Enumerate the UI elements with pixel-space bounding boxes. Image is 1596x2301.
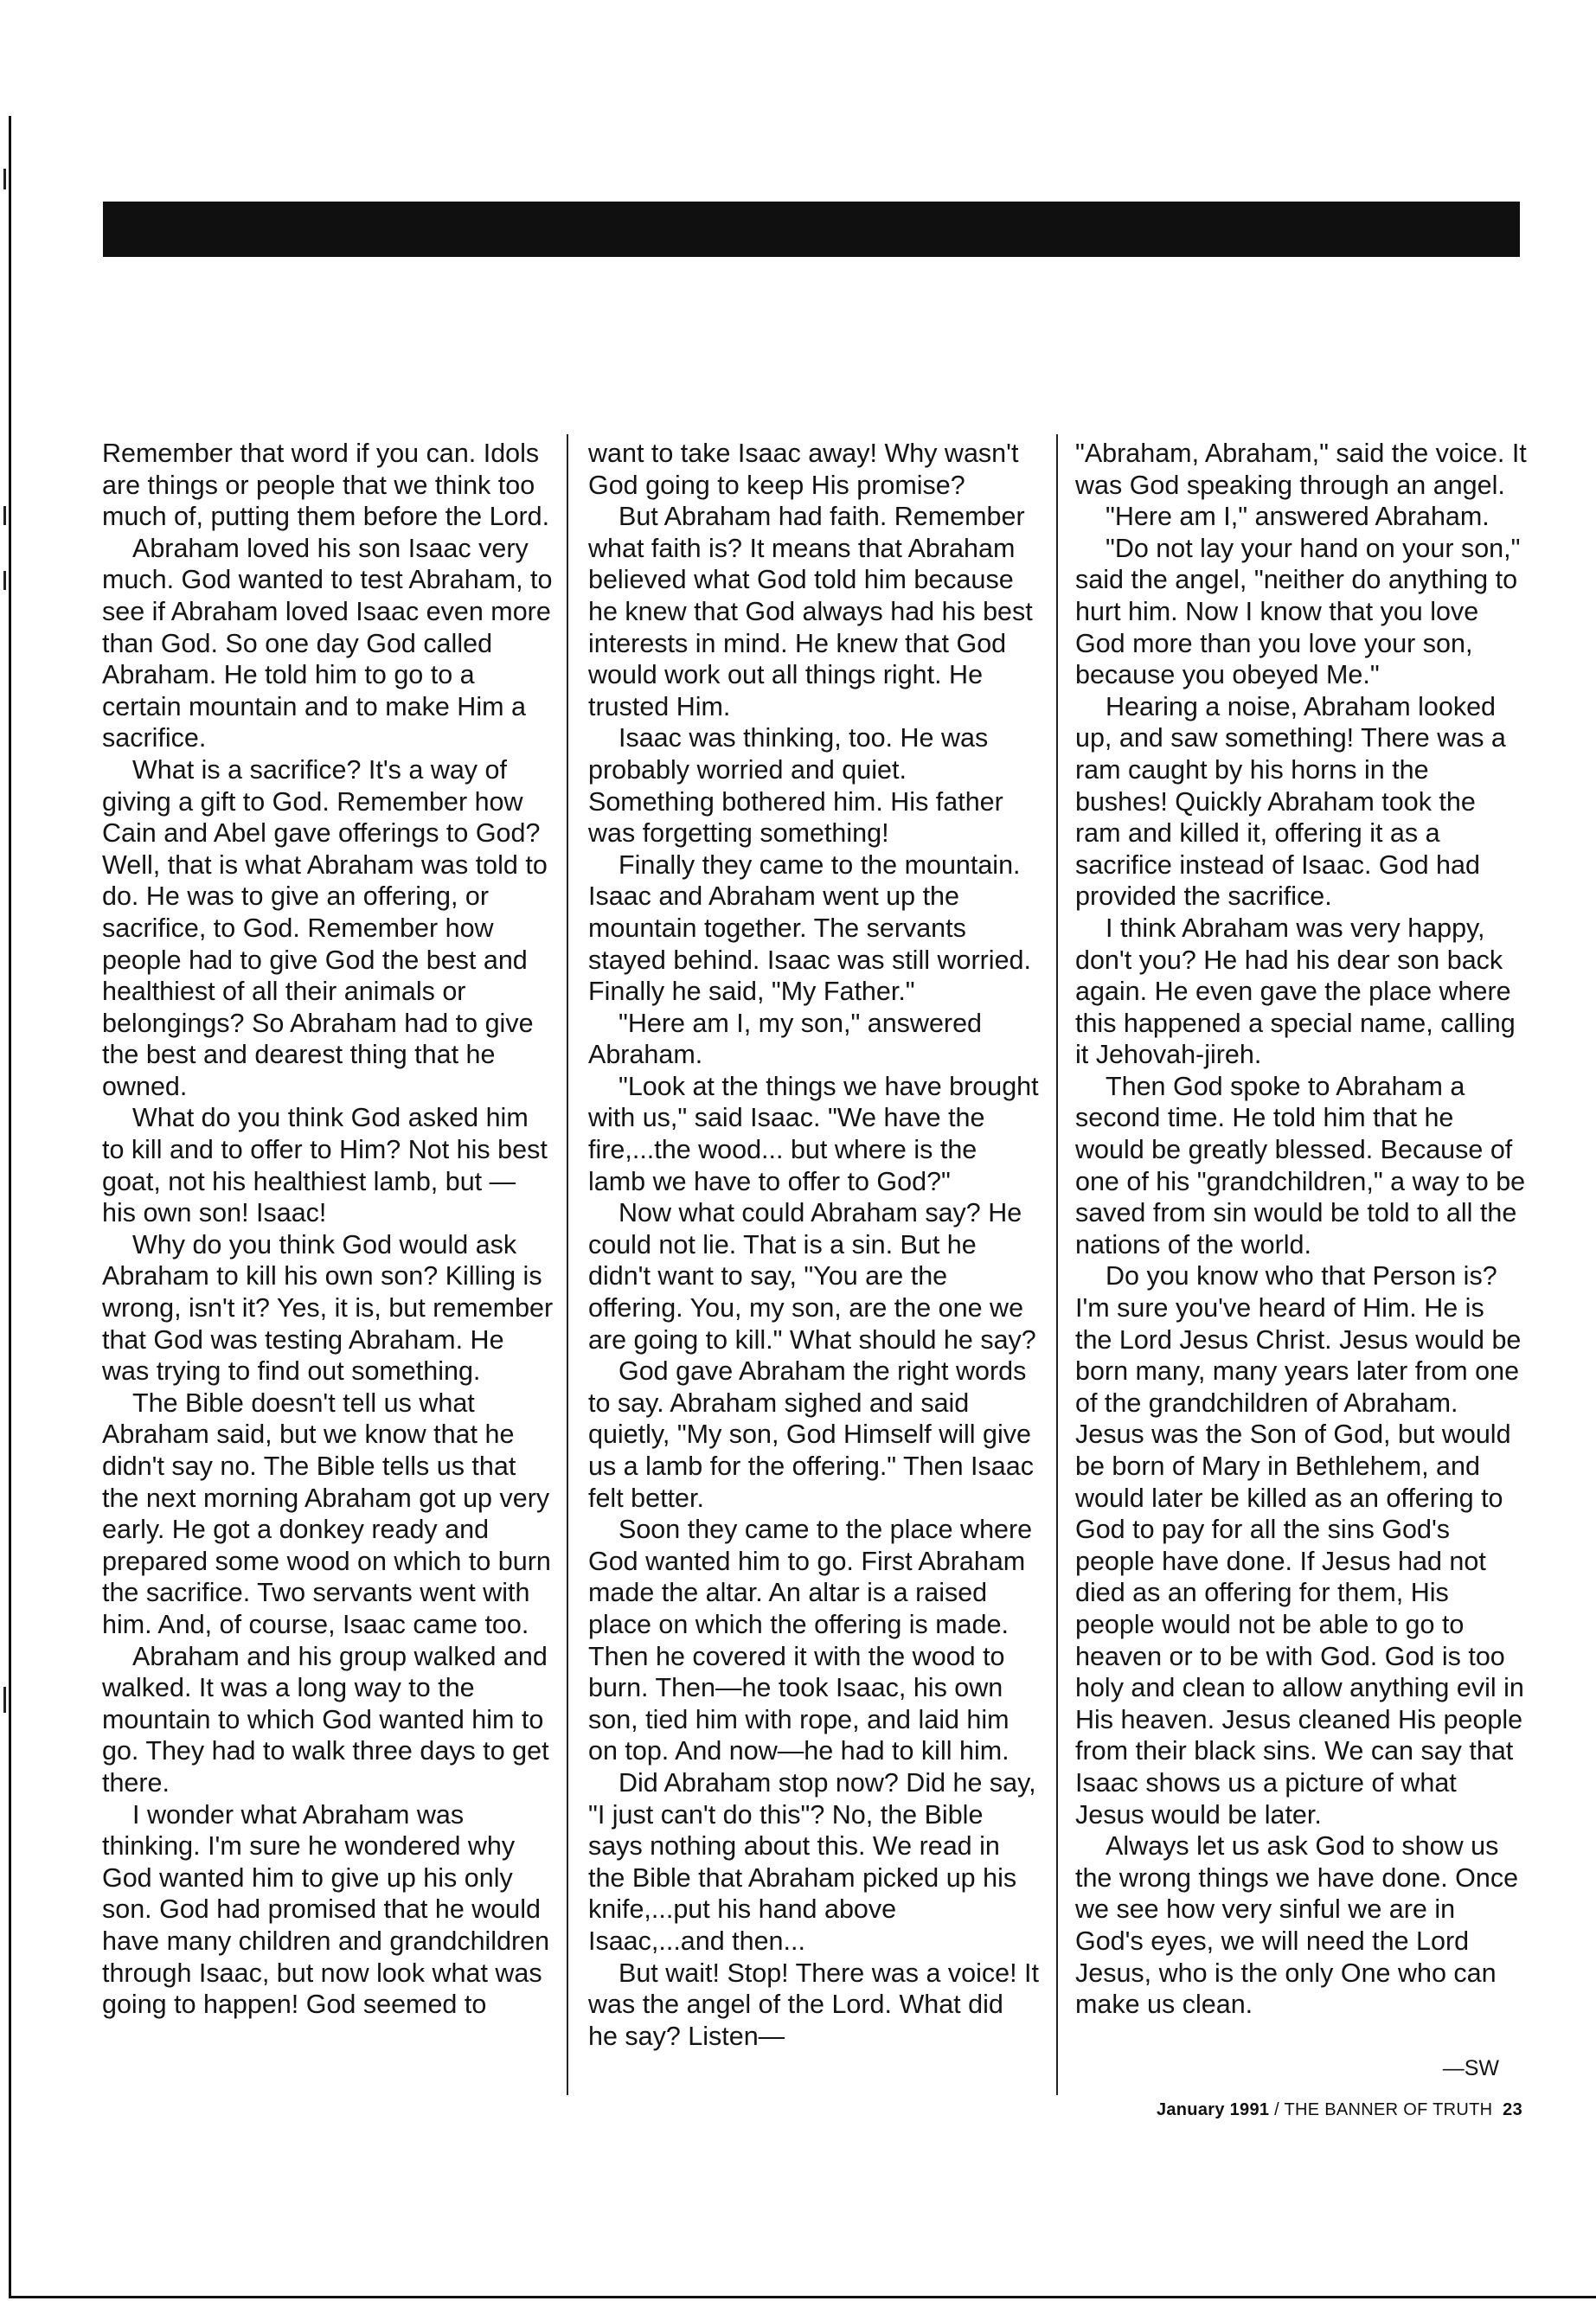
paragraph: Abraham loved his son Isaac very much. God wanted to test Abraham, to see if Abraham loved Isaac even more than God. So one day God called Abraham. He told him to go to a certain mountain and to make Him a sacrifice. [102,533,553,753]
paragraph: But wait! Stop! There was a voice! It was the angel of the Lord. What did he say? Listen— [588,1958,1039,2051]
paragraph: Did Abraham stop now? Did he say, "I just can't do this"? No, the Bible says nothing about this. We read in the Bible that Abraham picked up his knife,...put his hand above Isaac,...and then... [588,1767,1036,1956]
scan-edge-mark [3,506,6,525]
paragraph: Then God spoke to Abraham a second time. He told him that he would be greatly blessed. Because of one of his "grandchildren," a way to be saved from sin would be told to all the nations of the world. [1075,1071,1526,1259]
page-number: 23 [1503,2100,1522,2119]
header-bar [103,202,1520,257]
column-rule [1056,434,1058,2095]
paragraph: Why do you think God would ask Abraham to kill his own son? Killing is wrong, isn't it? Yes, it is, but remember that God was testing Abraham. He was trying to find out something. [102,1229,554,1387]
paragraph: God gave Abraham the right words to say. Abraham sighed and said quietly, "My son, God Himself will give us a lamb for the offering." Then Isaac felt better. [588,1356,1034,1513]
scan-edge-mark [3,1687,6,1713]
paragraph: Finally they came to the mountain. Isaac and Abraham went up the mountain together. The servants stayed behind. Isaac was still worried. Finally he said, "My Father." [588,849,1031,1007]
article-column-3 [1075,438,1527,2021]
paragraph: I wonder what Abraham was thinking. I'm sure he wondered why God wanted him to give up his only son. God had promised that he would have many children and grandchildren through Isaac, but now look what was going to happen! God seemed to [102,1799,550,2020]
author-signature: —SW [1442,2056,1499,2080]
column-rule [567,434,568,2095]
magazine-title: THE BANNER OF TRUTH [1284,2100,1493,2119]
paragraph: Now what could Abraham say? He could not lie. That is a sin. But he didn't want to say, "You are the offering. You, my son, are the one we are going to kill." What should he say? [588,1198,1036,1355]
paragraph: Hearing a noise, Abraham looked up, and saw something! There was a ram caught by his horns in the bushes! Quickly Abraham took the ram and killed it, offering it as a sacrifice instead of Isaac. God had provided the sacrifice. [1075,691,1506,912]
paragraph: Soon they came to the place where God wanted him to go. First Abraham made the altar. An altar is a raised place on which the offering is made. Then he covered it with the wood to burn. Then—he took Isaac, his own son, tied him with rope, and laid him on top. And now—he had to kill him. [588,1515,1033,1766]
paragraph: Isaac was thinking, too. He was probably worried and quiet. Something bothered him. His father was forgetting something! [588,723,1003,849]
scan-edge-mark [3,169,6,189]
article-column-1 [102,438,554,2021]
scan-edge-mark [3,571,6,590]
scan-top-border [0,0,1596,116]
paragraph: "Abraham, Abraham," said the voice. It was God speaking through an angel. [1075,439,1527,500]
paragraph: Remember that word if you can. Idols are things or people that we think too much of, putting them before the Lord. [102,439,550,532]
paragraph: But Abraham had faith. Remember what faith is? It means that Abraham believed what God told him because he knew that God always had his best interests in mind. He knew that God would work out all things right. He trusted Him. [588,502,1033,721]
paragraph: Abraham and his group walked and walked. It was a long way to the mountain to which God wanted him to go. They had to walk three days to get there. [102,1641,549,1798]
paragraph: "Look at the things we have brought with us," said Isaac. "We have the fire,...the wood... but where is the lamb we have to offer to God?" [588,1071,1039,1196]
issue-date: January 1991 [1156,2100,1270,2119]
paragraph: I think Abraham was very happy, don't you? He had his dear son back again. He even gave the place where this happened a special name, calling it Jehovah-jireh. [1075,913,1516,1070]
page-footer [1038,2100,1522,2120]
paragraph: "Here am I," answered Abraham. [1106,502,1490,532]
paragraph: Do you know who that Person is? I'm sure you've heard of Him. He is the Lord Jesus Christ. Jesus would be born many, many years later from one of the grandchildren of Abraham. Jesus was the Son of God, but would be born of Mary in Bethlehem, and would later be killed as an offering to God to pay for all the sins God's people have done. If Jesus had not died as an offering for them, His people would not be able to go to heaven or to be with God. God is too holy and clean to allow anything evil in His heaven. Jesus cleaned His people from their black sins. We can say that Isaac shows us a picture of what Jesus would be later. [1075,1261,1524,1830]
paragraph: want to take Isaac away! Why wasn't God going to keep His promise? [588,439,1019,500]
paragraph: The Bible doesn't tell us what Abraham said, but we know that he didn't say no. The Bible tells us that the next morning Abraham got up very early. He got a donkey ready and prepared some wood on which to burn the sacrifice. Two servants went with him. And, of course, Isaac came too. [102,1388,551,1639]
paragraph: Always let us ask God to show us the wrong things we have done. Once we see how very sinful we are in God's eyes, we will need the Lord Jesus, who is the only One who can make us clean. [1075,1831,1519,2020]
paragraph: What is a sacrifice? It's a way of giving a gift to God. Remember how Cain and Abel gave offerings to God? Well, that is what Abraham was told to do. He was to give an offering, or sacrifice, to God. Remember how people had to give God the best and healthiest of all their animals or belongings? So Abraham had to give the best and dearest thing that he owned. [102,754,548,1101]
footer-separator: / [1269,2100,1285,2119]
paragraph: "Here am I, my son," answered Abraham. [588,1008,983,1070]
article-column-2 [588,438,1040,2052]
paragraph: What do you think God asked him to kill and to offer to Him? Not his best goat, not his healthiest lamb, but — his own son! Isaac! [102,1103,548,1228]
paragraph: "Do not lay your hand on your son," said the angel, "neither do anything to hurt him. Now I know that you love God more than you love your son, because you obeyed Me." [1075,533,1521,690]
